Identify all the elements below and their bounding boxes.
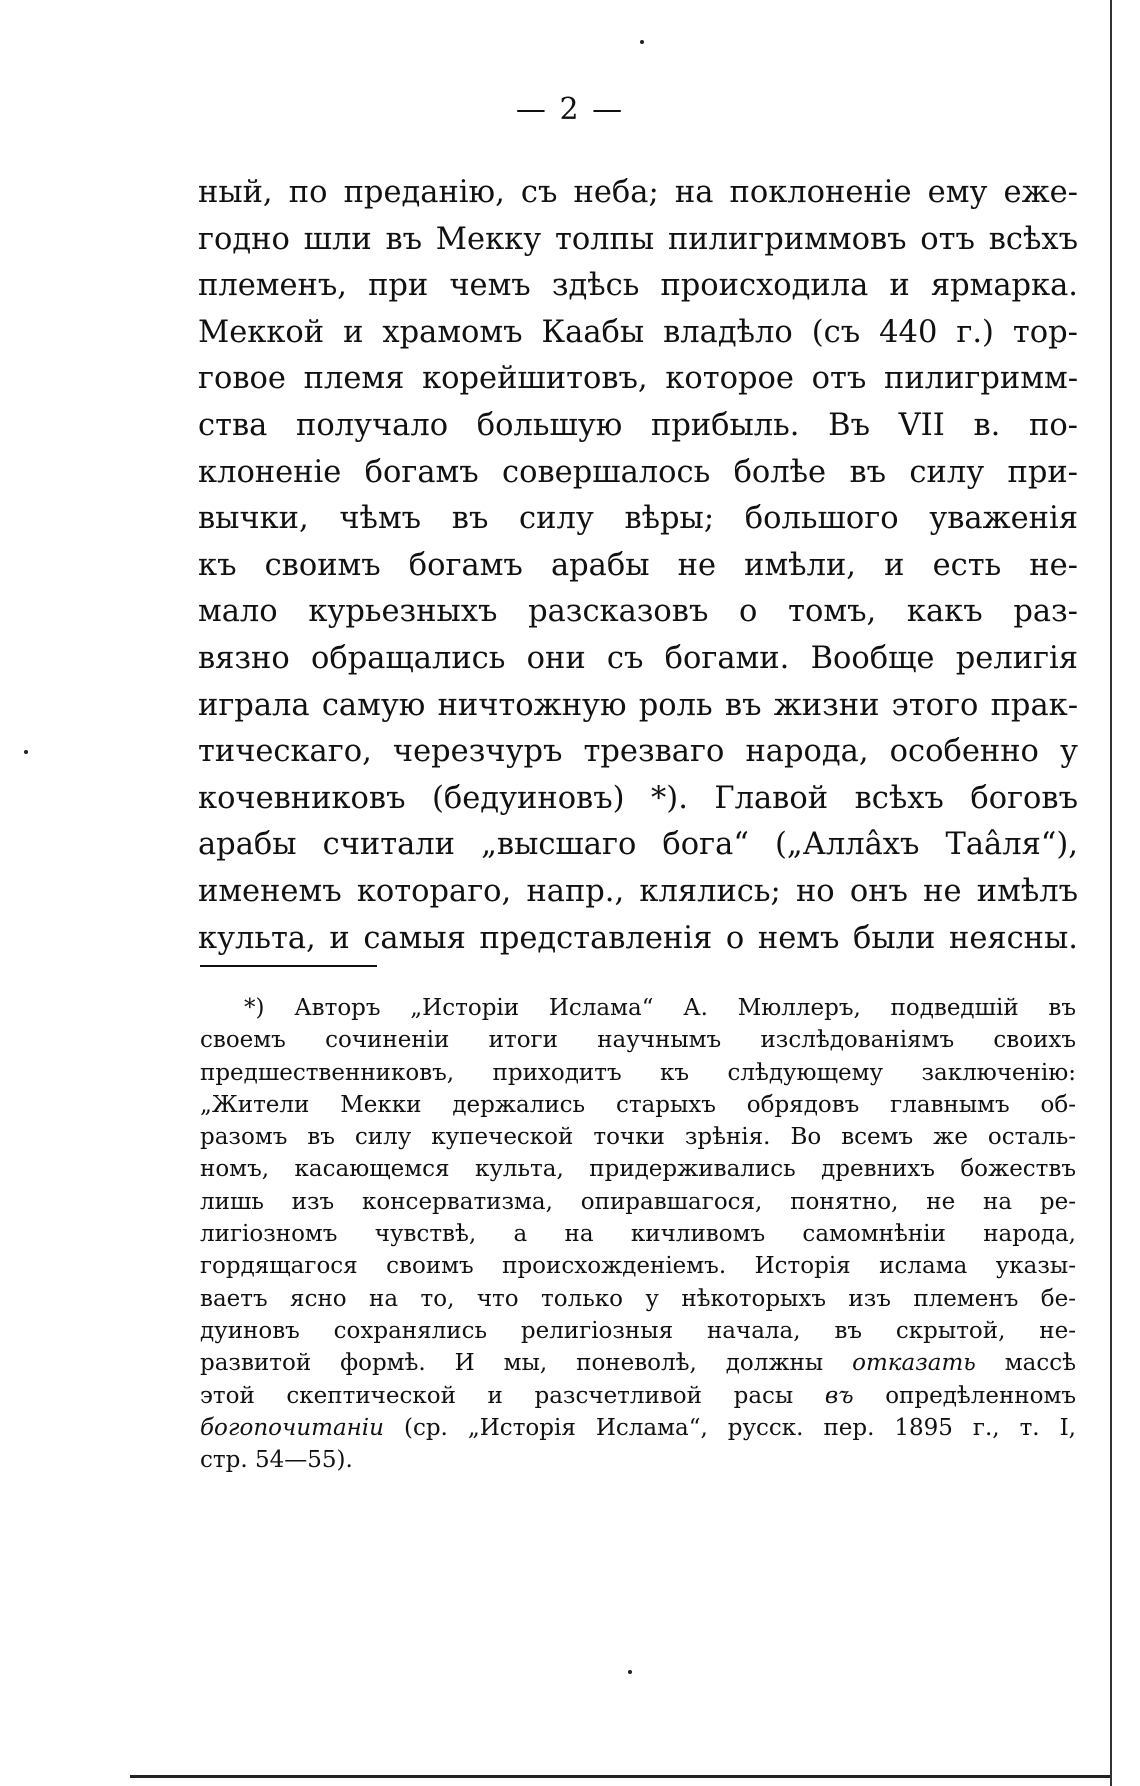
scan-edge-right bbox=[1110, 0, 1112, 1786]
footnote-text: этой скептической и разсчетливой расы bbox=[200, 1382, 825, 1409]
footnote-line bbox=[200, 1347, 1076, 1379]
footnote-line bbox=[200, 1412, 1076, 1444]
footnote-line: *) Авторъ „Исторіи Ислама“ А. Мюллеръ, подведшій въ bbox=[244, 995, 1076, 1021]
text-line: играла самую ничтожную роль въ жизни этого прак- bbox=[198, 687, 1078, 723]
footnote-italic-text: въ bbox=[824, 1382, 854, 1409]
text-line: вязно обращались они съ богами. Вообще религія bbox=[198, 640, 1078, 676]
footnote-block bbox=[200, 992, 1076, 1476]
text-line: именемъ котораго, напр., клялись; но онъ не имѣлъ bbox=[198, 873, 1078, 909]
footnote-line: разомъ въ силу купеческой точки зрѣнія. Во всемъ же осталь- bbox=[200, 1124, 1076, 1151]
text-line: кочевниковъ (бедуиновъ) *). Главой всѣхъ боговъ bbox=[198, 780, 1078, 816]
footnote-line bbox=[200, 1380, 1076, 1412]
text-line: клоненіе богамъ совершалось болѣе въ силу при- bbox=[198, 454, 1078, 490]
footnote-text: опредѣленномъ bbox=[853, 1382, 1076, 1409]
scan-speck bbox=[640, 40, 644, 44]
footnote-line: своемъ сочиненіи итоги научнымъ изслѣдованіямъ своихъ bbox=[200, 1027, 1076, 1054]
footnote-separator bbox=[200, 965, 377, 967]
text-line: мало курьезныхъ разсказовъ о томъ, какъ раз- bbox=[198, 594, 1078, 630]
footnote-italic-text: богопочитаніи bbox=[200, 1414, 384, 1441]
text-line: къ своимъ богамъ арабы не имѣли, и есть не- bbox=[198, 547, 1078, 583]
footnote-line: номъ, касающемся культа, придерживались древнихъ божествъ bbox=[200, 1156, 1076, 1183]
text-line: арабы считали „высшаго бога“ („Аллâхъ Таâля“), bbox=[198, 827, 1078, 863]
text-line: годно шли въ Мекку толпы пилигриммовъ отъ всѣхъ bbox=[198, 221, 1078, 257]
scan-edge-bottom bbox=[130, 1775, 1110, 1778]
text-line: тическаго, черезчуръ трезваго народа, особенно у bbox=[198, 734, 1078, 770]
text-line: ства получало большую прибыль. Въ VII в. по- bbox=[198, 407, 1078, 443]
footnote-line: стр. 54—55). bbox=[200, 1447, 353, 1474]
footnote-italic-text: отказать bbox=[852, 1350, 976, 1377]
footnote-line: предшественниковъ, приходитъ къ слѣдующему заключенію: bbox=[200, 1059, 1076, 1086]
text-line: культа, и самыя представленія о немъ были неясны. bbox=[198, 920, 1078, 956]
footnote-text: развитой формѣ. И мы, поневолѣ, должны bbox=[200, 1350, 853, 1377]
text-line: говое племя корейшитовъ, которое отъ пилигримм- bbox=[198, 361, 1078, 397]
footnote-line: гордящагося своимъ происхожденіемъ. Исторія ислама указы- bbox=[200, 1253, 1076, 1280]
page-number: — 2 — bbox=[515, 92, 625, 127]
text-line: Меккой и храмомъ Каабы владѣло (съ 440 г.) тор- bbox=[198, 314, 1078, 350]
scan-speck bbox=[628, 1670, 632, 1674]
footnote-text: (ср. „Исторія Ислама“, русск. пер. 1895 г., т. I, bbox=[383, 1414, 1076, 1441]
footnote-text: массѣ bbox=[975, 1350, 1076, 1377]
scan-speck bbox=[24, 750, 28, 754]
text-line: племенъ, при чемъ здѣсь происходила и ярмарка. bbox=[198, 268, 1078, 304]
footnote-line: лигіозномъ чувствѣ, а на кичливомъ самомнѣніи народа, bbox=[200, 1221, 1076, 1248]
text-line: ный, по преданію, съ неба; на поклоненіе ему ежe- bbox=[198, 175, 1078, 210]
footnote-line: дуиновъ сохранялись религіозныя начала, въ скрытой, не- bbox=[200, 1317, 1076, 1344]
text-line: вычки, чѣмъ въ силу вѣры; большого уваженія bbox=[198, 501, 1078, 537]
main-text-block bbox=[198, 170, 1078, 962]
footnote-line: лишь изъ консерватизма, опиравшагося, понятно, не на ре- bbox=[200, 1188, 1076, 1215]
footnote-line: „Жители Мекки держались старыхъ обрядовъ главнымъ об- bbox=[200, 1091, 1076, 1118]
footnote-line: ваетъ ясно на то, что только у нѣкоторыхъ изъ племенъ бе- bbox=[200, 1285, 1076, 1312]
